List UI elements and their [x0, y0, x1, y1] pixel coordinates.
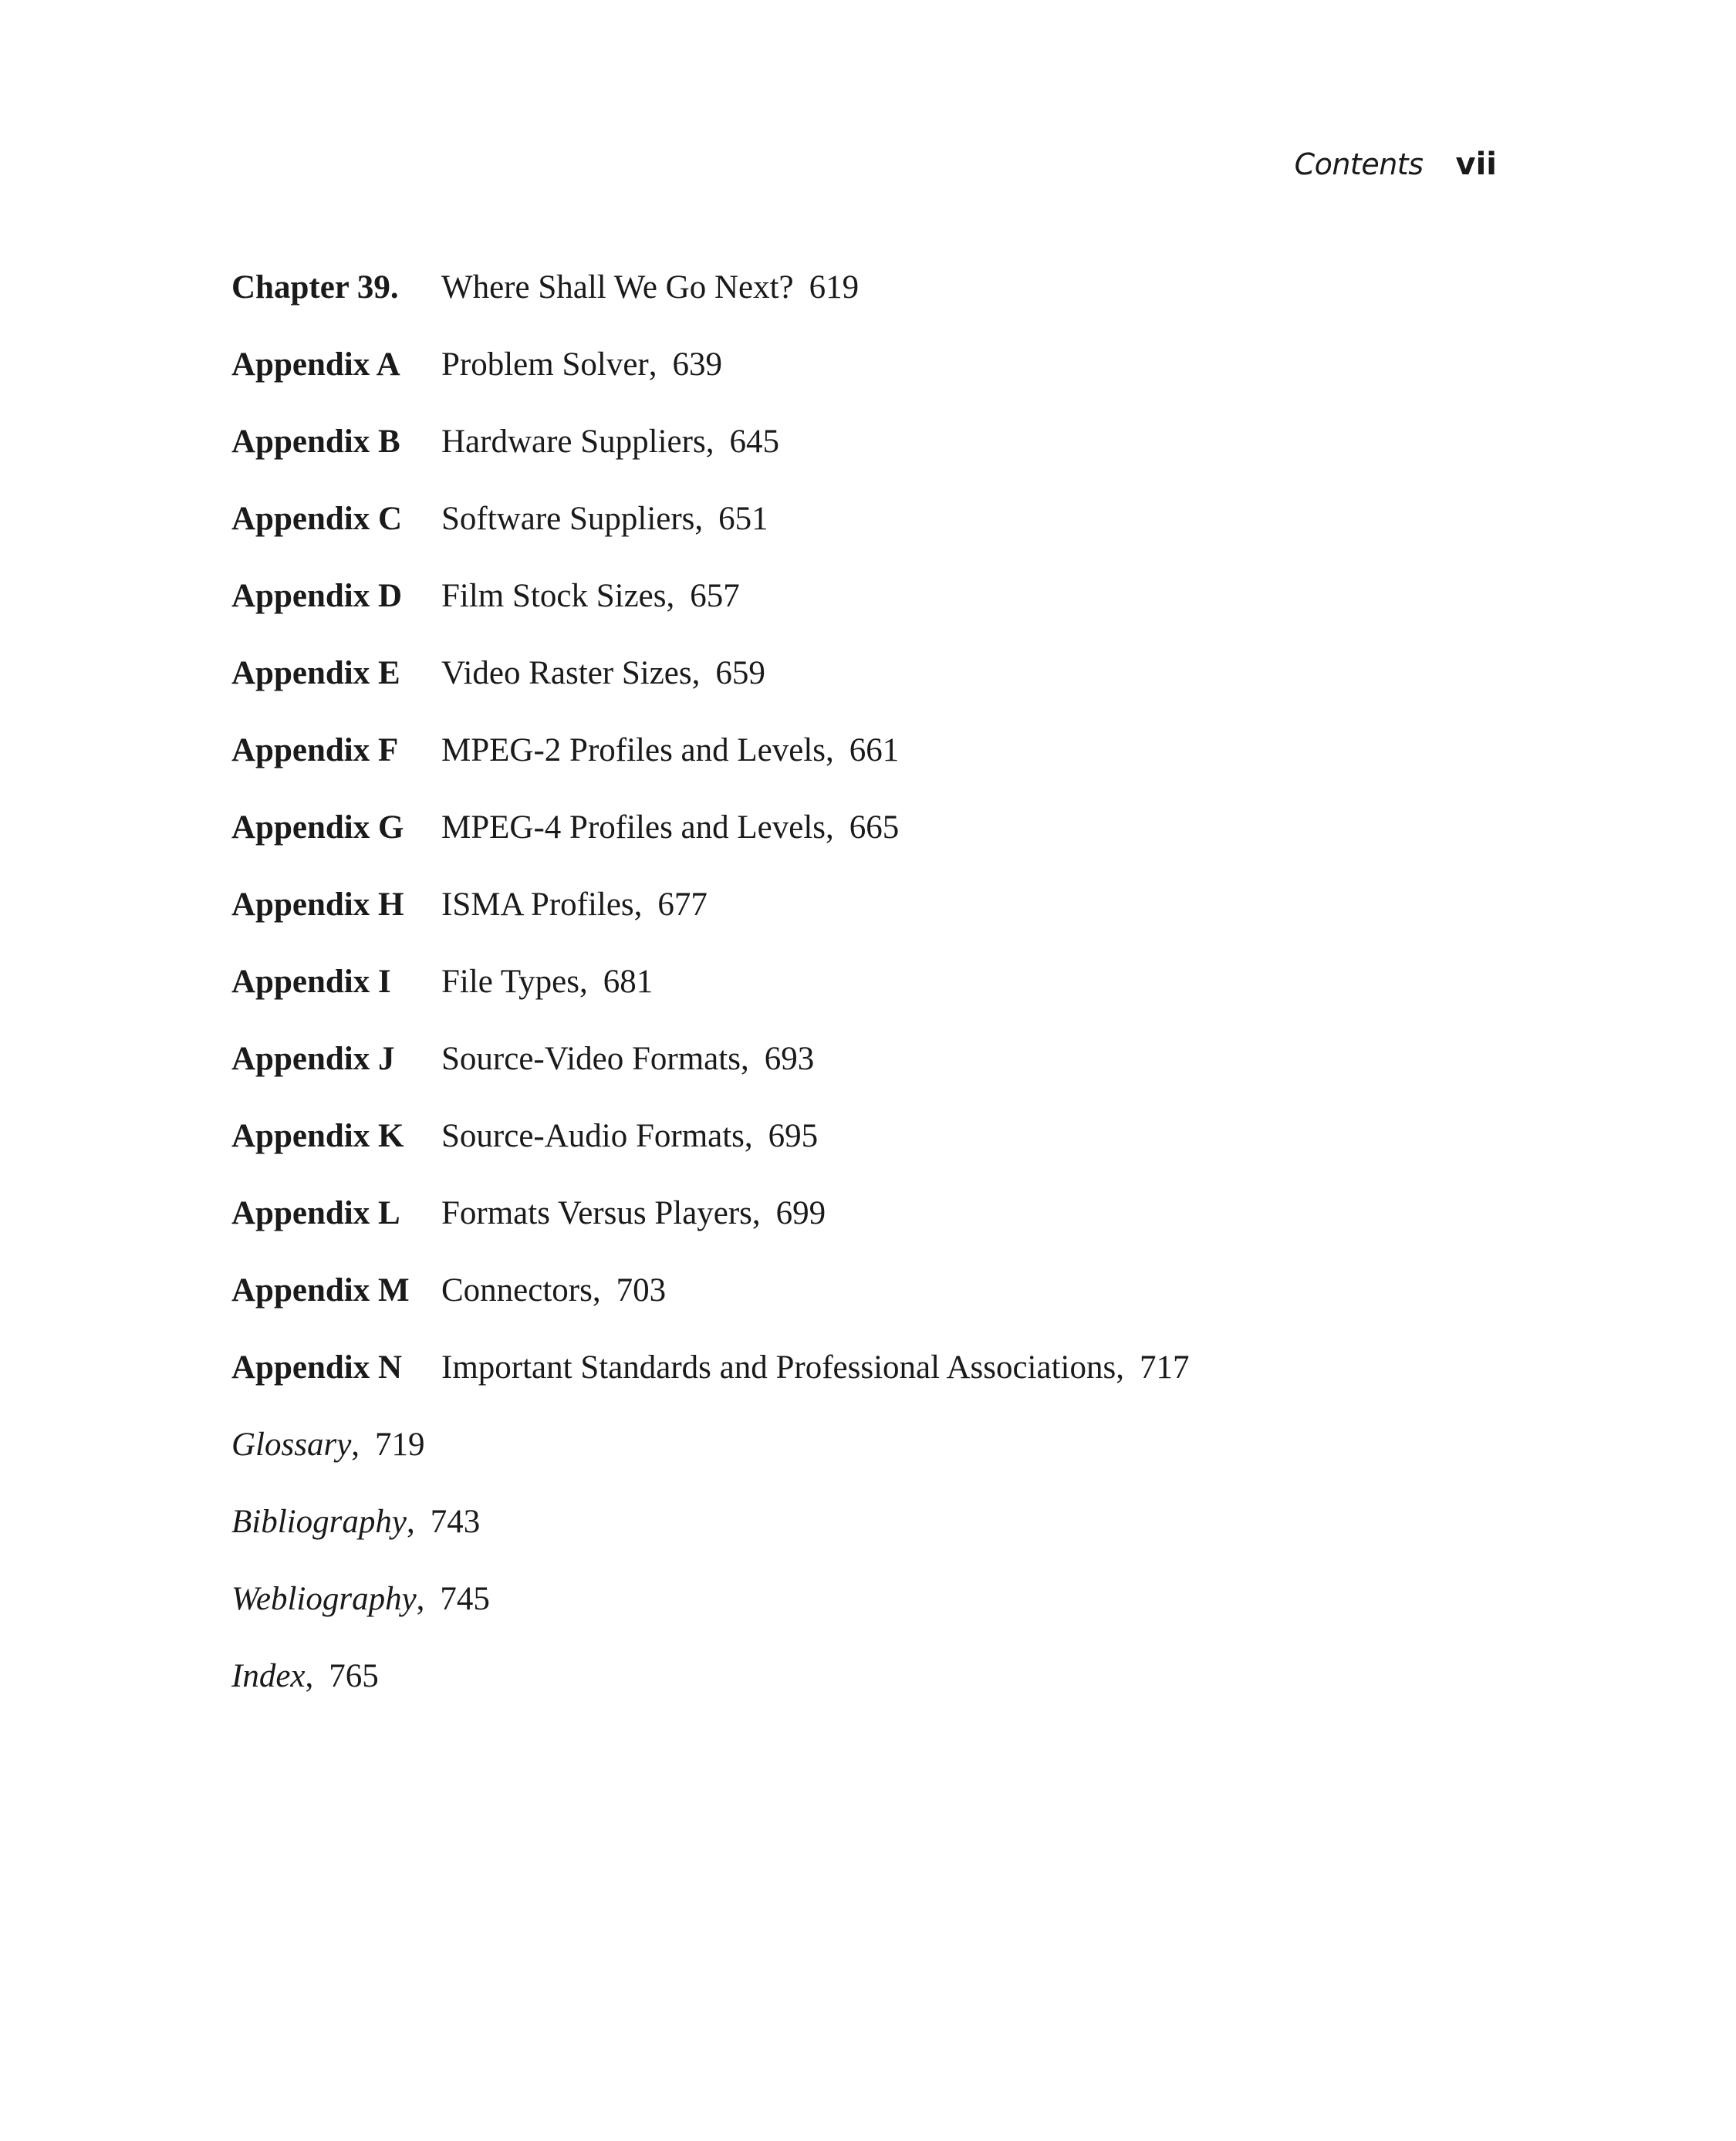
toc-entry-appendix-k[interactable]	[231, 1109, 1543, 1187]
toc-entry-title: Connectors	[441, 1272, 593, 1309]
toc-entry-label: Appendix A	[231, 346, 400, 383]
toc-entry-page: 695	[768, 1118, 819, 1154]
toc-entry-appendix-i[interactable]	[231, 955, 1543, 1032]
page-number: vii	[1455, 147, 1497, 182]
toc-entry-appendix-b[interactable]	[231, 415, 1543, 492]
toc-entry-label: Appendix H	[231, 886, 404, 923]
toc-entry-page: 657	[690, 578, 740, 614]
toc-entry-title: Webliography	[231, 1581, 417, 1617]
toc-entry-separator: ,	[648, 346, 657, 383]
toc-entry-appendix-h[interactable]	[231, 878, 1543, 955]
toc-entry-separator: ,	[592, 1272, 601, 1309]
toc-entry-separator: ,	[751, 1195, 761, 1231]
toc-entry-glossary[interactable]	[231, 1418, 1543, 1495]
toc-entry-page: 719	[375, 1427, 425, 1463]
toc-entry-page: 743	[430, 1504, 481, 1540]
toc-entry-title: Problem Solver	[441, 346, 649, 383]
toc-entry-label: Appendix C	[231, 501, 403, 537]
toc-entry-appendix-g[interactable]	[231, 801, 1543, 878]
toc-entry-page: 681	[603, 964, 654, 1000]
toc-entry-appendix-a[interactable]	[231, 338, 1543, 415]
running-head	[1295, 147, 1497, 182]
toc-entry-title: Glossary	[231, 1427, 352, 1463]
toc-entry-page: 717	[1139, 1349, 1190, 1386]
toc-entry-label: Appendix M	[231, 1272, 410, 1309]
toc-entry-separator: ,	[740, 1041, 749, 1077]
toc-entry-title: Source-Audio Formats	[441, 1118, 745, 1154]
toc-entry-page: 765	[329, 1658, 379, 1694]
toc-entry-title: ISMA Profiles	[441, 886, 634, 923]
toc-entry-title: Video Raster Sizes	[441, 655, 692, 691]
toc-entry-title: Bibliography	[231, 1504, 407, 1540]
toc-entry-appendix-l[interactable]	[231, 1187, 1543, 1264]
toc-entry-separator: ,	[633, 886, 643, 923]
toc-entry-separator: ,	[826, 732, 834, 768]
toc-entry-separator: ,	[705, 424, 714, 460]
toc-entry-page: 703	[616, 1272, 667, 1309]
toc-entry-appendix-c[interactable]	[231, 492, 1543, 569]
toc-entry-label: Chapter 39.	[231, 269, 399, 306]
toc-entry-appendix-e[interactable]	[231, 647, 1543, 724]
toc-entry-label: Appendix K	[231, 1118, 404, 1154]
toc-entry-page: 665	[849, 809, 900, 846]
toc-entry-title: Formats Versus Players	[441, 1195, 752, 1231]
toc-entry-label: Appendix B	[231, 424, 400, 460]
toc-entry-page: 619	[809, 269, 860, 306]
toc-entry-title: Important Standards and Professional Associations	[441, 1349, 1116, 1386]
toc-entry-webliography[interactable]	[231, 1572, 1543, 1650]
toc-entry-separator: ,	[666, 578, 675, 614]
toc-entry-separator: ,	[579, 964, 588, 1000]
toc-entry-separator: ,	[416, 1581, 425, 1617]
toc-entry-page: 745	[440, 1581, 490, 1617]
toc-entry-page: 693	[764, 1041, 815, 1077]
toc-entry-page: 645	[729, 424, 779, 460]
toc-entry-title: MPEG-4 Profiles and Levels	[441, 809, 826, 846]
toc-entry-title: MPEG-2 Profiles and Levels	[441, 732, 826, 768]
toc-entry-page: 699	[775, 1195, 826, 1231]
toc-entry-appendix-m[interactable]	[231, 1264, 1543, 1341]
table-of-contents	[231, 261, 1543, 1727]
toc-entry-page: 661	[849, 732, 900, 768]
toc-entry-page: 677	[657, 886, 708, 923]
toc-entry-title: Film Stock Sizes	[441, 578, 667, 614]
toc-entry-separator: ,	[1116, 1349, 1124, 1386]
toc-entry-label: Appendix D	[231, 578, 403, 614]
toc-entry-title: Source-Video Formats	[441, 1041, 741, 1077]
toc-entry-separator: ,	[351, 1427, 360, 1463]
toc-entry-bibliography[interactable]	[231, 1495, 1543, 1572]
toc-entry-separator: ,	[406, 1504, 415, 1540]
toc-entry-chapter-39[interactable]	[231, 261, 1543, 338]
toc-entry-separator: ,	[744, 1118, 753, 1154]
toc-entry-title: Index	[231, 1658, 306, 1694]
toc-entry-page: 651	[718, 501, 768, 537]
toc-entry-title: Software Suppliers	[441, 501, 695, 537]
toc-entry-appendix-n[interactable]	[231, 1341, 1543, 1418]
toc-entry-appendix-j[interactable]	[231, 1032, 1543, 1109]
toc-entry-label: Appendix N	[231, 1349, 403, 1386]
toc-entry-title: Hardware Suppliers	[441, 424, 706, 460]
toc-entry-page: 639	[672, 346, 722, 383]
toc-entry-appendix-f[interactable]	[231, 724, 1543, 801]
running-head-section: Contents	[1294, 147, 1424, 181]
toc-entry-label: Appendix F	[231, 732, 399, 768]
toc-entry-label: Appendix J	[231, 1041, 395, 1077]
toc-entry-label: Appendix I	[231, 964, 391, 1000]
toc-entry-index[interactable]	[231, 1650, 1543, 1727]
toc-entry-separator: ,	[694, 501, 704, 537]
toc-entry-label: Appendix G	[231, 809, 404, 846]
toc-entry-separator: ,	[305, 1658, 314, 1694]
toc-entry-title: File Types	[441, 964, 579, 1000]
toc-entry-label: Appendix E	[231, 655, 400, 691]
toc-entry-separator: ,	[691, 655, 701, 691]
toc-entry-title: Where Shall We Go Next?	[441, 269, 794, 306]
toc-entry-label: Appendix L	[231, 1195, 400, 1231]
toc-entry-page: 659	[715, 655, 765, 691]
toc-entry-separator: ,	[826, 809, 834, 846]
toc-entry-appendix-d[interactable]	[231, 569, 1543, 647]
